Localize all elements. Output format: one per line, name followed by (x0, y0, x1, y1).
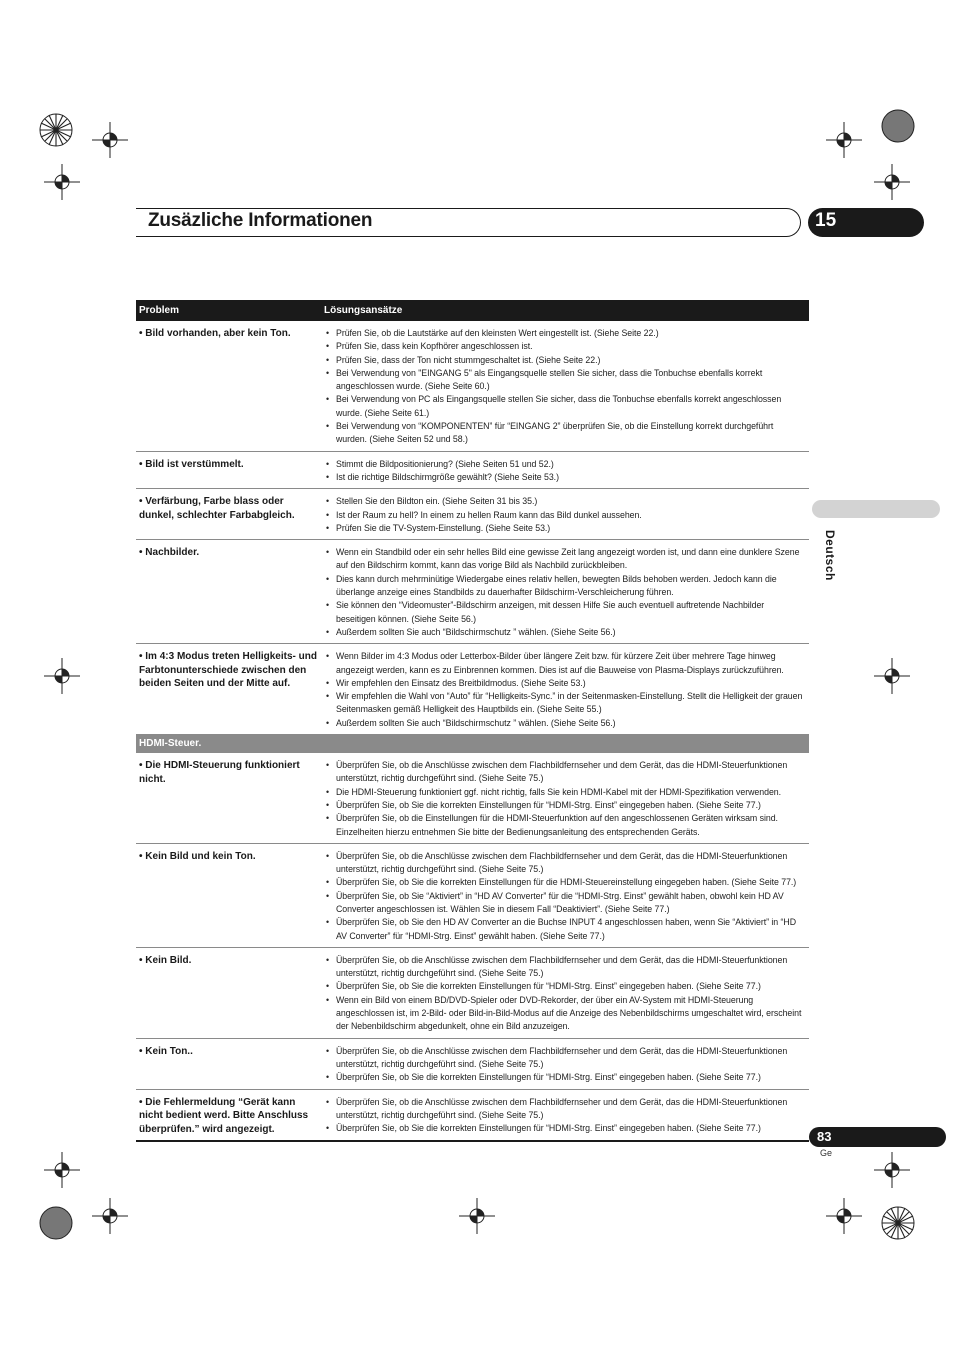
table-row (136, 1038, 809, 1089)
solution-list (324, 954, 806, 1034)
problem-cell: • Im 4:3 Modus treten Helligkeits- und Farbtonunterschiede zwischen den beiden Seiten und der Mitte auf. (136, 644, 321, 735)
list-item: • Stellen Sie den Bildton ein. (Siehe Seiten 31 bis 35.) (324, 495, 806, 508)
problem-cell: • Die Fehlermeldung “Gerät kann nicht bedient werd. Bitte Anschluss überprüfen.” wird angezeigt. (136, 1089, 321, 1141)
registration-mark-top-right-circle (880, 108, 916, 144)
table-row (136, 540, 809, 644)
list-item: • Überprüfen Sie, ob Sie die korrekten Einstellungen für “HDMI-Strg. Einst” eingegeben haben. (Siehe Seite 77.) (324, 1071, 806, 1084)
solution-cell (321, 451, 809, 489)
problem-cell: • Bild ist verstümmelt. (136, 451, 321, 489)
list-item: • Wir empfehlen den Einsatz des Breitbildmodus. (Siehe Seite 53.) (324, 677, 806, 690)
solution-list (324, 1045, 806, 1085)
list-item: • Die HDMI-Steuerung funktioniert ggf. nicht richtig, falls Sie kein HDMI-Kabel mit der HDMI-Spezifikation verwenden. (324, 786, 806, 799)
table-row (136, 451, 809, 489)
list-item: • Dies kann durch mehrminütige Wiedergabe eines relativ hellen, bewegten Bilds behoben werden. Jedoch kann die überlange anzeige eines Standbilds zu dauerhafter Bildschirm-Verschleicherung führen. (324, 573, 806, 600)
list-item: • Prüfen Sie, dass der Ton nicht stummgeschaltet ist. (Siehe Seite 22.) (324, 354, 806, 367)
troubleshooting-table (136, 300, 809, 1142)
list-item: • Überprüfen Sie, ob die Anschlüsse zwischen dem Flachbildfernseher und dem Gerät, das die HDMI-Steuerfunktionen unterstützt, richtig durchgeführt sind. (Siehe Seite 75.) (324, 850, 806, 877)
crosshair-mark (459, 1198, 495, 1234)
list-item: • Überprüfen Sie, ob Sie die korrekten Einstellungen für “HDMI-Strg. Einst” eingegeben haben. (Siehe Seite 77.) (324, 1122, 806, 1135)
crosshair-mark (92, 122, 128, 158)
solution-cell (321, 644, 809, 735)
table-header-row (136, 300, 809, 321)
solution-list (324, 850, 806, 943)
crosshair-mark (44, 164, 80, 200)
list-item: • Überprüfen Sie, ob die Anschlüsse zwischen dem Flachbildfernseher und dem Gerät, das die HDMI-Steuerfunktionen unterstützt, richtig durchgeführt sind. (Siehe Seite 75.) (324, 759, 806, 786)
list-item: • Außerdem sollten Sie auch “Bildschirmschutz ” wählen. (Siehe Seite 56.) (324, 717, 806, 730)
solution-cell (321, 1089, 809, 1141)
list-item: • Sie können den “Videomuster”-Bildschirm anzeigen, mit dessen Hilfe Sie auch eventuell auftretende Nachbilder beseitigen können. (Siehe Seite 56.) (324, 599, 806, 626)
crosshair-mark (874, 658, 910, 694)
list-item: • Wir empfehlen die Wahl von “Auto” für “Helligkeits-Sync.” in der Seitenmasken-Einstellung. Stellt die Helligkeit der grauen Seitenmasken gemäß Helligkeit des Hauptbilds ein. (Siehe Seite 55.) (324, 690, 806, 717)
crosshair-mark (874, 1152, 910, 1188)
list-item: • Prüfen Sie, ob die Lautstärke auf den kleinsten Wert eingestellt ist. (Siehe Seite 22.) (324, 327, 806, 340)
crosshair-mark (44, 658, 80, 694)
list-item: • Überprüfen Sie, ob die Anschlüsse zwischen dem Flachbildfernseher und dem Gerät, das die HDMI-Steuerfunktionen unterstützt, richtig durchgeführt sind. (Siehe Seite 75.) (324, 954, 806, 981)
page-title: Zusäzliche Informationen (148, 210, 373, 231)
column-header-solution: Lösungsansätze (321, 300, 809, 321)
table-row (136, 1089, 809, 1141)
table-row (136, 947, 809, 1038)
list-item: • Ist die richtige Bildschirmgröße gewählt? (Siehe Seite 53.) (324, 471, 806, 484)
solution-list (324, 759, 806, 839)
registration-mark-bottom-right-circle (880, 1205, 916, 1241)
solution-list (324, 458, 806, 485)
list-item: • Bei Verwendung von “KOMPONENTEN” für “EINGANG 2” überprüfen Sie, ob die Einstellung korrekt durchgeführt wurden. (Siehe Seiten 52 und 58.) (324, 420, 806, 447)
list-item: • Überprüfen Sie, ob die Anschlüsse zwischen dem Flachbildfernseher und dem Gerät, das die HDMI-Steuerfunktionen unterstützt, richtig durchgeführt sind. (Siehe Seite 75.) (324, 1045, 806, 1072)
problem-cell: • Kein Bild. (136, 947, 321, 1038)
list-item: • Stimmt die Bildpositionierung? (Siehe Seiten 51 und 52.) (324, 458, 806, 471)
list-item: • Überprüfen Sie, ob Sie die korrekten Einstellungen für “HDMI-Strg. Einst” eingegeben haben. (Siehe Seite 77.) (324, 799, 806, 812)
problem-cell: • Nachbilder. (136, 540, 321, 644)
solution-list (324, 650, 806, 730)
chapter-number: 15 (815, 210, 837, 231)
registration-mark-bottom-left-circle (38, 1205, 74, 1241)
table-row (136, 843, 809, 947)
crosshair-mark (826, 122, 862, 158)
table-row (136, 321, 809, 451)
table-row (136, 753, 809, 844)
list-item: • Wenn ein Bild von einem BD/DVD-Spieler oder DVD-Rekorder, der über ein AV-System mit HDMI-Steuerung angeschlossen ist, im 2-Bild- oder Bild-in-Bild-Modus auf die Anzeige des Nebenbildschirms umgeschaltet wird, erscheint der Nebenbildschirm abgedunkelt, ohne ein Bild anzuzeigen. (324, 994, 806, 1034)
list-item: • Überprüfen Sie, ob die Anschlüsse zwischen dem Flachbildfernseher und dem Gerät, das die HDMI-Steuerfunktionen unterstützt, richtig durchgeführt sind. (Siehe Seite 75.) (324, 1096, 806, 1123)
list-item: • Bei Verwendung von "EINGANG 5" als Eingangsquelle stellen Sie sicher, dass die Tonbuchse ebenfalls korrekt angeschlossen wurde. (Siehe Seite 60.) (324, 367, 806, 394)
table-row (136, 644, 809, 735)
registration-mark-top-left-circle (38, 112, 74, 148)
language-tab (812, 500, 940, 518)
problem-cell: • Bild vorhanden, aber kein Ton. (136, 321, 321, 451)
solution-cell (321, 947, 809, 1038)
problem-cell: • Verfärbung, Farbe blass oder dunkel, schlechter Farbabgleich. (136, 489, 321, 540)
page-number: 83 (817, 1129, 832, 1144)
list-item: • Wenn Bilder im 4:3 Modus oder Letterbox-Bilder über längere Zeit bzw. für kürzere Zeit über mehrere Tage hinweg angezeigt werden, kann es zu Einbrennen kommen. Dies ist auf die Bauweise von Plasma-Displays zurückzuführen. (324, 650, 806, 677)
crosshair-mark (44, 1152, 80, 1188)
section-label: HDMI-Steuer. (136, 735, 809, 753)
list-item: • Überprüfen Sie, ob Sie “Aktiviert” in “HD AV Converter” für die “HDMI-Strg. Einst” gewählt haben, obwohl kein HD AV Converter angeschlossen ist. Wählen Sie in diesem Fall “Deaktiviert”. (Siehe Seite 77.) (324, 890, 806, 917)
solution-list (324, 546, 806, 639)
column-header-problem: Problem (136, 300, 321, 321)
table-row (136, 489, 809, 540)
section-header-row (136, 735, 809, 753)
solution-cell (321, 489, 809, 540)
list-item: • Prüfen Sie, dass kein Kopfhörer angeschlossen ist. (324, 340, 806, 353)
list-item: • Überprüfen Sie, ob die Einstellungen für die HDMI-Steuerfunktion auf den angeschlossenen Geräten wirksam sind. Einzelheiten hierzu entnehmen Sie bitte der Bedienungsanleitung des entsprechenden Geräts. (324, 812, 806, 839)
problem-cell: • Kein Bild und kein Ton. (136, 843, 321, 947)
solution-list (324, 495, 806, 535)
list-item: • Prüfen Sie die TV-System-Einstellung. (Siehe Seite 53.) (324, 522, 806, 535)
table-body (136, 321, 809, 1141)
list-item: • Bei Verwendung von PC als Eingangsquelle stellen Sie sicher, dass die Tonbuchse ebenfalls korrekt angeschlossen wurde. (Siehe Seite 61.) (324, 393, 806, 420)
list-item: • Überprüfen Sie, ob Sie die korrekten Einstellungen für “HDMI-Strg. Einst” eingegeben haben. (Siehe Seite 77.) (324, 980, 806, 993)
list-item: • Überprüfen Sie, ob Sie die korrekten Einstellungen für die HDMI-Steuereinstellung eingegeben haben. (Siehe Seite 77.) (324, 876, 806, 889)
solution-cell (321, 843, 809, 947)
solution-cell (321, 321, 809, 451)
crosshair-mark (874, 164, 910, 200)
solution-list (324, 327, 806, 447)
language-label: Deutsch (823, 530, 837, 581)
list-item: • Wenn ein Standbild oder ein sehr helles Bild eine gewisse Zeit lang angezeigt worden ist, und dann eine dunklere Szene auf den Bildschirm kommt, kann das vorige Bild als Nachbild zurückbleiben. (324, 546, 806, 573)
crosshair-mark (826, 1198, 862, 1234)
list-item: • Ist der Raum zu hell? In einem zu hellen Raum kann das Bild dunkel aussehen. (324, 509, 806, 522)
problem-cell: • Die HDMI-Steuerung funktioniert nicht. (136, 753, 321, 844)
problem-cell: • Kein Ton.. (136, 1038, 321, 1089)
list-item: • Überprüfen Sie, ob Sie den HD AV Converter an die Buchse INPUT 4 angeschlossen haben, wenn Sie “Aktiviert” in “HD AV Converter” für “HDMI-Strg. Einst” gewählt haben. (Siehe Seite 77.) (324, 916, 806, 943)
solution-cell (321, 1038, 809, 1089)
solution-cell (321, 753, 809, 844)
list-item: • Außerdem sollten Sie auch “Bildschirmschutz ” wählen. (Siehe Seite 56.) (324, 626, 806, 639)
page-language-code: Ge (820, 1148, 833, 1158)
solution-cell (321, 540, 809, 644)
solution-list (324, 1096, 806, 1136)
crosshair-mark (92, 1198, 128, 1234)
